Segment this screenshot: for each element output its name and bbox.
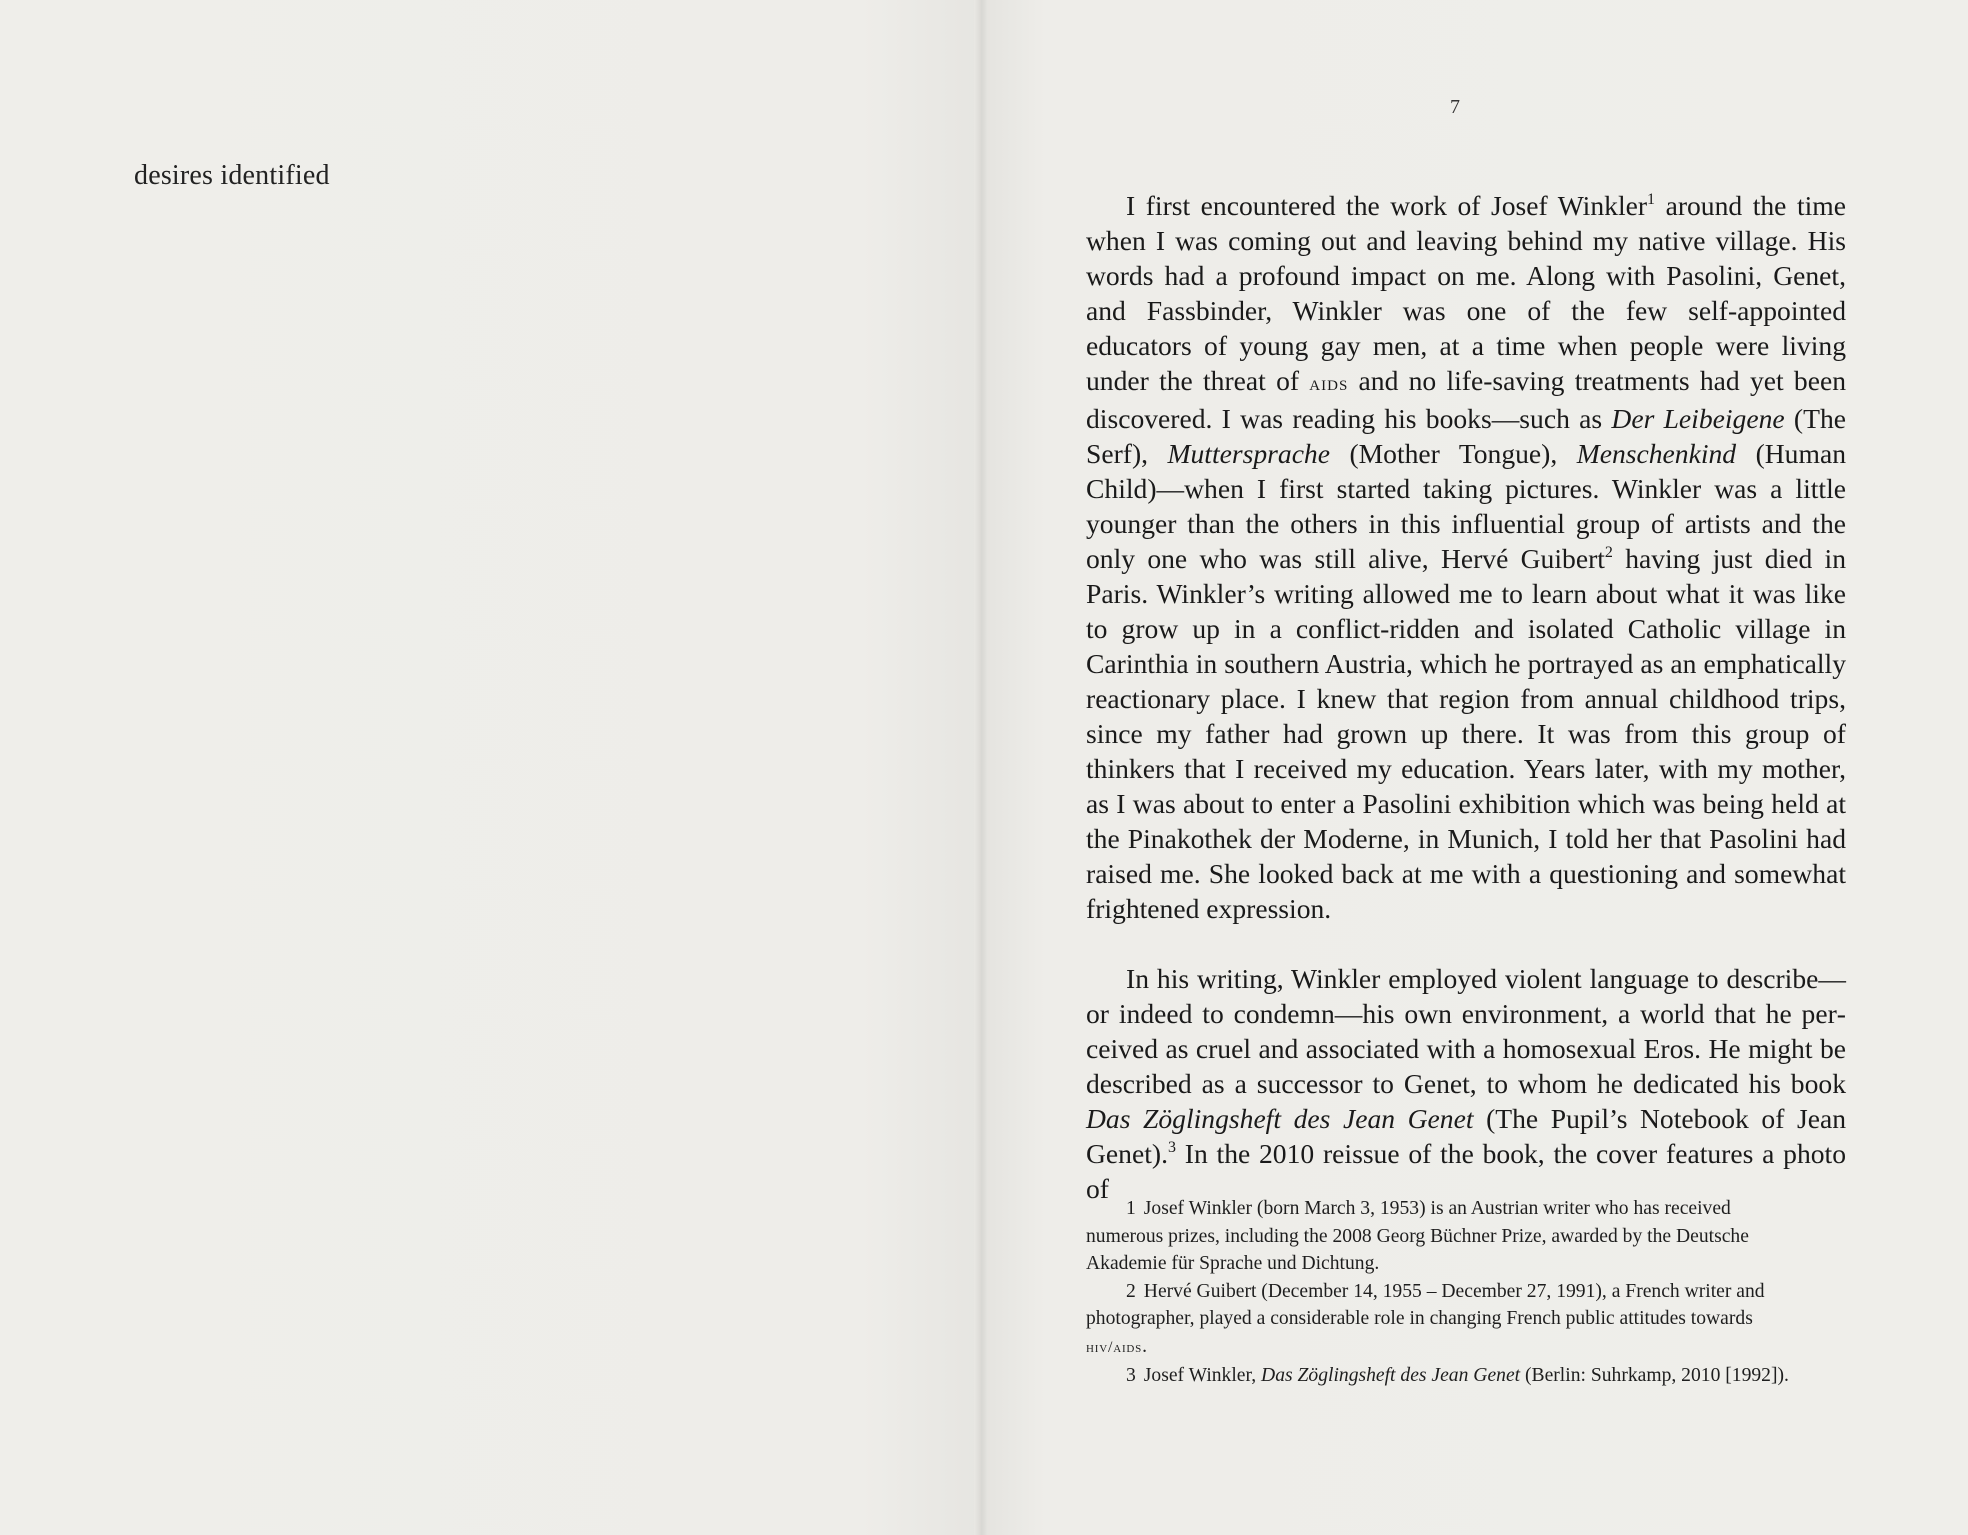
body-text xyxy=(1086,188,1846,1206)
book-title-muttersprache: Muttersprache xyxy=(1167,438,1330,469)
footnote-2: 2 Hervé Guibert (December 14, 1955 – December 27, 1991), a French writer and photographer, played a considerable role in changing French public attitudes towards hiv/aids. xyxy=(1086,1280,1765,1357)
page-number: 7 xyxy=(1450,96,1460,118)
small-caps-aids: aids xyxy=(1309,371,1349,395)
footnote-1: 1 Josef Winkler (born March 3, 1953) is an Austrian writer who has received numerous prizes, including the 2008 Georg Büchner Prize, awarded by the Deutsche Akademie für Sprache und Dichtung. xyxy=(1086,1198,1749,1275)
left-page xyxy=(0,0,980,1535)
paragraph-1: I first encountered the work of Josef Winkler$^1$ around the time when I was coming out and leaving behind my native village. His words had a profound impact on me. Along with Pasolini, Genet, and Fassbinder, Winkler was one of the few self-appointed educators of young gay men, at a time when people were living under the threat of aids and no life-saving treatments had yet been discovered. I was reading his books—such as Der Leibeigene (The Serf), Muttersprache (Mother Tongue), Menschenkind (Human Child)—when I first started taking pictures. Winkler was a little younger than the others in this influential group of artists and the only one who was still alive, Hervé Guibert$^2$ having just died in Paris. Winkler’s writing allowed me to learn about what it was like to grow up in a conflict-ridden and isolated Catholic village in Carinthia in southern Austria, which he portrayed as an emphatically reactionary place. I knew that region from annual childhood trips, since my father had grown up there. It was from this group of thinkers that I received my education. Years later, with my mother, as I was about to enter a Pasolini exhibition which was being held at the Pinakothek der Moderne, in Munich, I told her that Pasolini had raised me. She looked back at me with a questioning and somewhat frightened expression. xyxy=(1086,190,1847,924)
footnote-ref-3: 3 xyxy=(1167,1139,1176,1156)
footnote-ref-1: 1 xyxy=(1647,191,1656,208)
small-caps-hiv-aids: hiv/aids xyxy=(1086,1338,1143,1356)
book-title-zoglingsheft: Das Zöglingsheft des Jean Genet xyxy=(1086,1103,1474,1134)
running-head: desires identified xyxy=(134,160,330,191)
book-title-der-leibeigene: Der Leibeigene xyxy=(1611,403,1785,434)
footnote-book-title: Das Zöglingsheft des Jean Genet xyxy=(1261,1364,1521,1386)
footnote-number: 2 xyxy=(1126,1280,1136,1302)
footnote-number: 3 xyxy=(1126,1364,1136,1386)
paragraph-2: In his writing, Winkler employed violent language to describe— or indeed to condemn—his own environment, a world that he perceived as cruel and associated with a homosexual Eros. He might be described as a successor to Genet, to whom he dedicated his book Das Zöglingsheft des Jean Genet (The Pupil’s Notebook of Jean Genet).$^3$ In the 2010 reissue of the book, the cover features a photo of xyxy=(1086,963,1847,1204)
footnote-ref-2: 2 xyxy=(1604,544,1613,561)
book-gutter xyxy=(974,0,988,1535)
footnotes xyxy=(1086,1195,1802,1389)
book-title-menschenkind: Menschenkind xyxy=(1576,438,1737,469)
footnote-number: 1 xyxy=(1126,1198,1136,1219)
footnote-3: 3 Josef Winkler, Das Zöglingsheft des Jean Genet (Berlin: Suhrkamp, 2010 [1992]). xyxy=(1126,1364,1789,1386)
